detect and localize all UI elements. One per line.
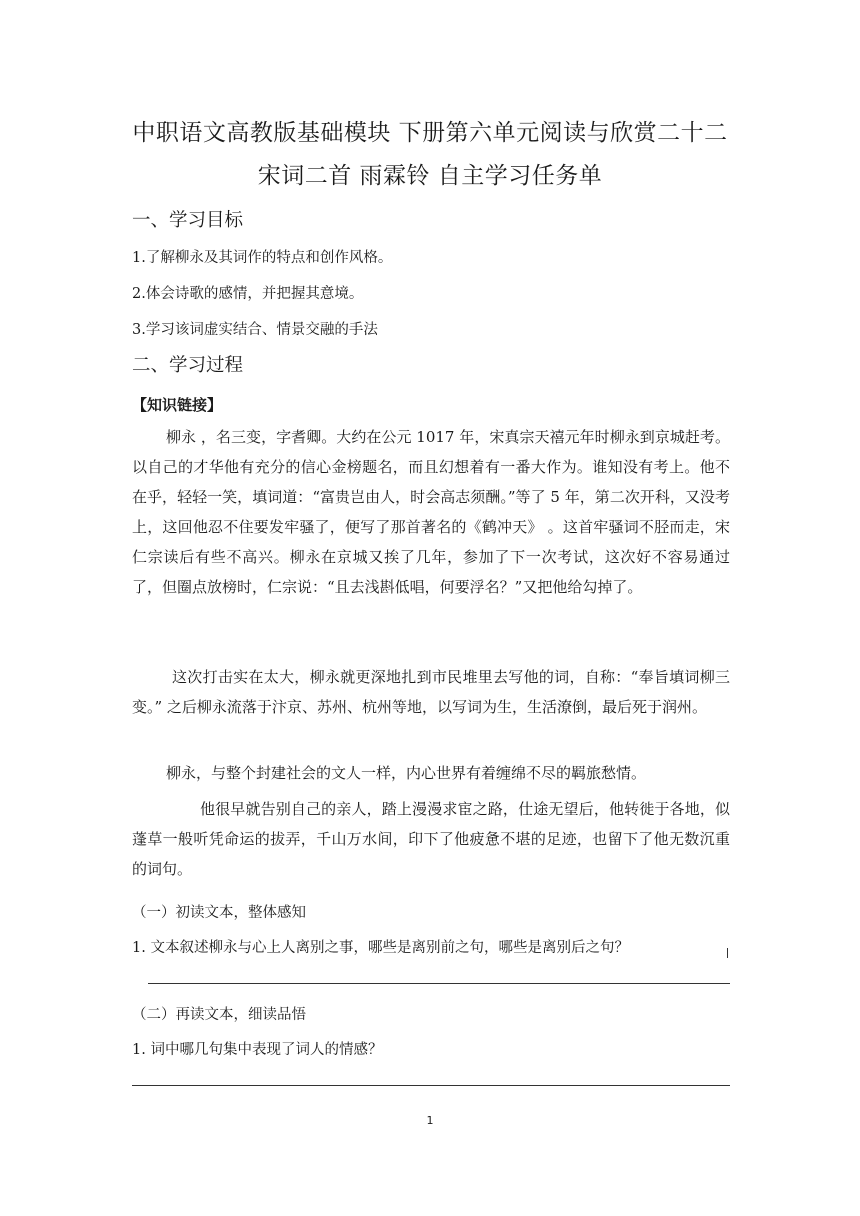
answer-line-question-2[interactable] [132,1085,730,1086]
paragraph-liu-yong-bio: 柳永 ，名三变，字耆卿。大约在公元 1017 年，宋真宗天禧元年时柳永到京城赶考。以自己的才华他有充分的信心金榜题名，而且幻想着有一番大作为。谁知没有考上。他不在乎，轻轻一笑，填词道：“富贵岂由人，时会高志须酬。”等了 5 年，第二次开科，又没考上，这回他忍不住要发牢骚了，便写了那首著名的《鹤冲天》 。这首牢骚词不胫而走，宋仁宗读后有些不高兴。柳永在京城又挨了几年，参加了下一次考试，这次好不容易通过了，但圈点放榜时，仁宗说：“且去浅斟低唱，何要浮名？”又把他给勾掉了。 [132,428,730,596]
part-heading-first-reading: （一）初读文本，整体感知 [132,905,306,921]
question-2-text: 1. 词中哪几句集中表现了词人的情感？ [132,1042,383,1058]
paragraph-liu-yong-travel: 他很早就告别自己的亲人，踏上漫漫求宦之路，仕途无望后，他转徙于各地，似蓬草一般听凭命运的拔弄，千山万水间，印下了他疲惫不堪的足迹，也留下了他无数沉重的词句。 [132,800,730,878]
page-number: 1 [426,1114,434,1127]
part-heading-second-reading: （二）再读文本，细读品悟 [132,1007,306,1023]
knowledge-link-label: 【知识链接】 [132,396,223,414]
section-heading-goals: 一、学习目标 [132,210,244,231]
goal-item-3: 3.学习该词虚实结合、情景交融的手法 [132,322,378,338]
document-title-line-1: 中职语文高教版基础模块 下册第六单元阅读与欣赏二十二 [132,120,728,146]
paragraph-liu-yong-sorrow: 柳永，与整个封建社会的文人一样，内心世界有着缠绵不尽的羁旅愁情。 [166,764,647,782]
goal-item-2: 2.体会诗歌的感情，并把握其意境。 [132,286,364,302]
answer-line-question-1[interactable] [148,983,730,984]
goal-item-1: 1.了解柳永及其词作的特点和创作风格。 [132,250,393,266]
answer-cursor-mark [727,948,728,958]
paragraph-liu-yong-exile: 这次打击实在太大，柳永就更深地扎到市民堆里去写他的词，自称：“奉旨填词柳三变。” 之后柳永流落于汴京、苏州、杭州等地，以写词为生，生活潦倒，最后死于润州。 [132,668,730,716]
question-1-text: 1. 文本叙述柳永与心上人离别之事，哪些是离别前之句，哪些是离别后之句？ [132,940,629,956]
section-heading-process: 二、学习过程 [132,355,244,376]
document-title-line-2: 宋词二首 雨霖铃 自主学习任务单 [257,163,603,189]
